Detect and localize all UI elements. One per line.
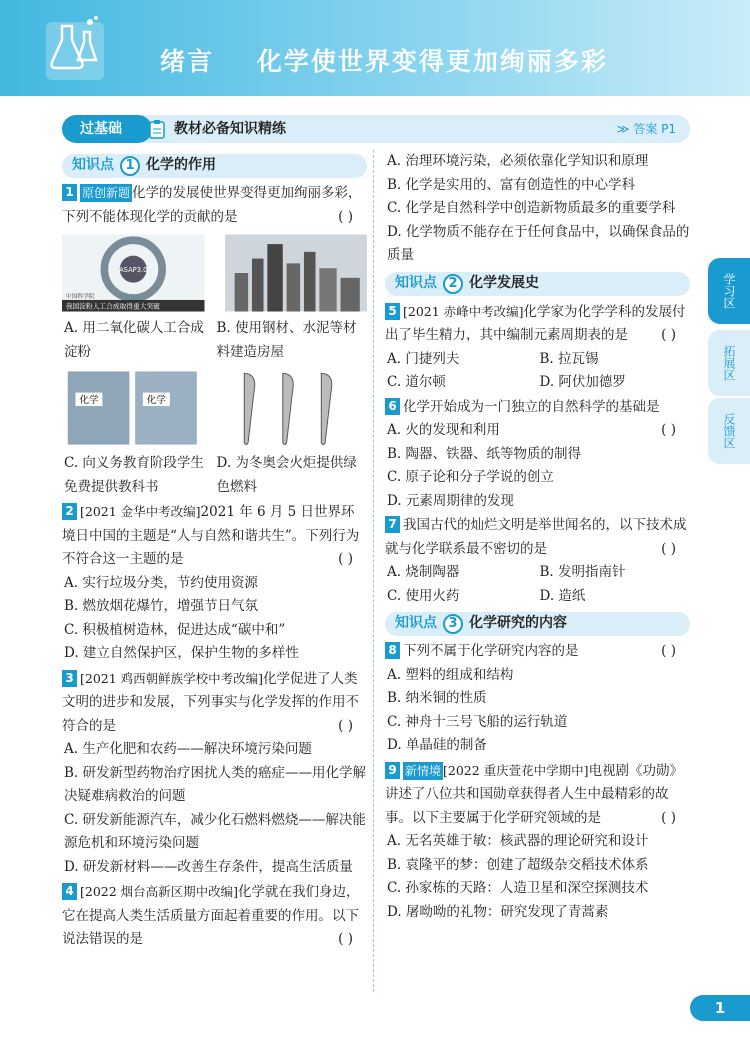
side-tab-feedback[interactable]: 反馈区	[708, 398, 750, 464]
side-tab-extend[interactable]: 拓展区	[708, 330, 750, 396]
flask-icon	[40, 12, 110, 82]
answer-link[interactable]: ≫ 答案 P1	[616, 122, 676, 136]
svg-text:化学: 化学	[146, 395, 166, 407]
svg-text:ASAP3.0: ASAP3.0	[119, 266, 148, 275]
knowledge-point-3: 知识点 3 化学研究的内容	[385, 612, 690, 636]
svg-text:中国科学院: 中国科学院	[65, 294, 95, 301]
column-divider	[373, 150, 374, 992]
starch-synthesis-image	[62, 233, 205, 313]
question-tag: 新情境	[405, 763, 442, 778]
torch-image	[225, 368, 368, 448]
section-label: 过基础	[62, 115, 152, 143]
question-1: 1 原创新题 化学的发展使世界变得更加绚丽多彩，下列不能体现化学的贡献的是 ( )	[62, 185, 362, 225]
section-subtitle: 教材必备知识精练	[174, 121, 286, 137]
question-5: 5 [2021 赤峰中考改编]化学家为化学学科的发展付出了毕生精力，其中编制元素周期表的是 ( )	[385, 303, 686, 343]
section-bar	[62, 115, 690, 143]
svg-text:我国淀粉人工合成取得重大突破: 我国淀粉人工合成取得重大突破	[65, 302, 160, 311]
question-4: 4 [2022 烟台高新区期中改编]化学就在我们身边，它在提高人类生活质量方面起着重要的作用。以下说法错误的是 ( )	[62, 884, 360, 947]
knowledge-point-1: 知识点 1 化学的作用	[62, 154, 367, 178]
right-column: A. 治理环境污染，必须依靠化学知识和原理 B. 化学是实用的、富有创造性的中心学科 C. 化学是自然科学中创造新物质最多的重要学科 D. 化学物质不能存在于任何食品中，以确保食品的质量 知识点 2 化学发展史 5 [2021 赤峰中考改编]化学家为化学学科的发展付出了毕生精力，其中编制元素周期表的是 ( ) A. 门捷列夫 B. 拉瓦锡 C. 道尔顿 D. 阿伏加德罗 6 化学开始成为一门独立的自然科学的基础是 ( ) A. 火的发现和利用 B. 陶器、铁器、纸等物质的制得 C. 原子论和分子学说的创立 D. 元素周期律的发现 7 我国古代的灿烂文明是举世闻名的，以下技术成就与化学联系最不密切的是 ( ) A. 烧制陶器 B. 发明指南针 C. 使用火药 D. 造纸 知识点 3 化学研究的内容 8 下列不属于化学研究内容的是 ( ) A. 塑料的组成和结构 B. 纳米铜的性质 C. 神舟十三号飞船的运行轨道 D. 单晶硅的制备 9 新情境 [2022 重庆萱花中学期中]电视剧《功勋》讲述了八位共和国勋章获得者人生中最精彩的故事。以下主要属于化学研究领域的是 ( ) A. 无名英雄于敏：核武器的理论研究和设计 B. 袁隆平的梦：创建了超级杂交稻技术体系 C. 孙家栋的天路：人造卫星和深空探测技术 D. 屠呦呦的礼物：研究发现了青蒿素	[385, 153, 690, 920]
page-title: 绪言 化学使世界变得更加绚丽多彩	[160, 47, 608, 76]
question-6: 6 化学开始成为一门独立的自然科学的基础是 ( )	[385, 396, 690, 420]
textbooks-image	[62, 368, 205, 448]
chevron-down-icon: ≫	[616, 122, 634, 136]
side-tab-learn[interactable]: 学习区	[708, 258, 750, 324]
clipboard-icon	[148, 119, 166, 139]
page-header	[0, 0, 750, 96]
page-number: 1	[690, 995, 750, 1021]
question-9: 9 新情境 [2022 重庆萱花中学期中]电视剧《功勋》讲述了八位共和国勋章获得者人生中最精彩的故事。以下主要属于化学研究领域的是 ( )	[385, 762, 684, 826]
question-7: 7 我国古代的灿烂文明是举世闻名的，以下技术成就与化学联系最不密切的是 ( )	[385, 517, 687, 557]
left-column: 知识点 1 化学的作用 1 原创新题 化学的发展使世界变得更加绚丽多彩，下列不能体现化学的贡献的是 ( ) ASAP3.0 我国淀粉人工合成取得重大突破 中国科学院 A. 用二氧化碳人工合成淀粉 B. 使用钢材、水泥等材料建造房屋 化学 化学 C. 向义务教育阶段学生免费提供教科书 D. 为冬奥会火炬提供绿色燃料 2 [2021 金华中考改编]2021 年 6 月 5 日世界环境日中国的主题是“人与自然和谐共生”。下列行为不符合这一主题的是 ( ) A. 实行垃圾分类，节约使用资源 B. 燃放烟花爆竹，增强节日气氛 C. 积极植树造林，促进达成“碳中和” D. 建立自然保护区，保护生物的多样性 3 [2021 鸡西朝鲜族学校中考改编]化学促进了人类文明的进步和发展，下列事实与化学发挥的作用不符合的是 ( ) A. 生产化肥和农药——解决环境污染问题 B. 研发新型药物治疗困扰人类的癌症——用化学解决疑难病救治的问题 C. 研发新能源汽车，减少化石燃料燃烧——解决能源危机和环境污染问题 D. 研发新材料——改善生存条件，提高生活质量 4 [2022 烟台高新区期中改编]化学就在我们身边，它在提高人类生活质量方面起着重要的作用。以下说法错误的是 ( )	[62, 150, 367, 952]
question-tag: 原创新题	[82, 186, 131, 200]
svg-text:化学: 化学	[79, 395, 99, 407]
question-8: 8 下列不属于化学研究内容的是 ( )	[385, 640, 690, 664]
city-buildings-image	[225, 233, 368, 313]
question-3: 3 [2021 鸡西朝鲜族学校中考改编]化学促进了人类文明的进步和发展，下列事实与化学发挥的作用不符合的是 ( )	[62, 670, 359, 734]
knowledge-point-2: 知识点 2 化学发展史	[385, 272, 690, 296]
question-2: 2 [2021 金华中考改编]2021 年 6 月 5 日世界环境日中国的主题是“人与自然和谐共生”。下列行为不符合这一主题的是 ( )	[62, 504, 360, 567]
